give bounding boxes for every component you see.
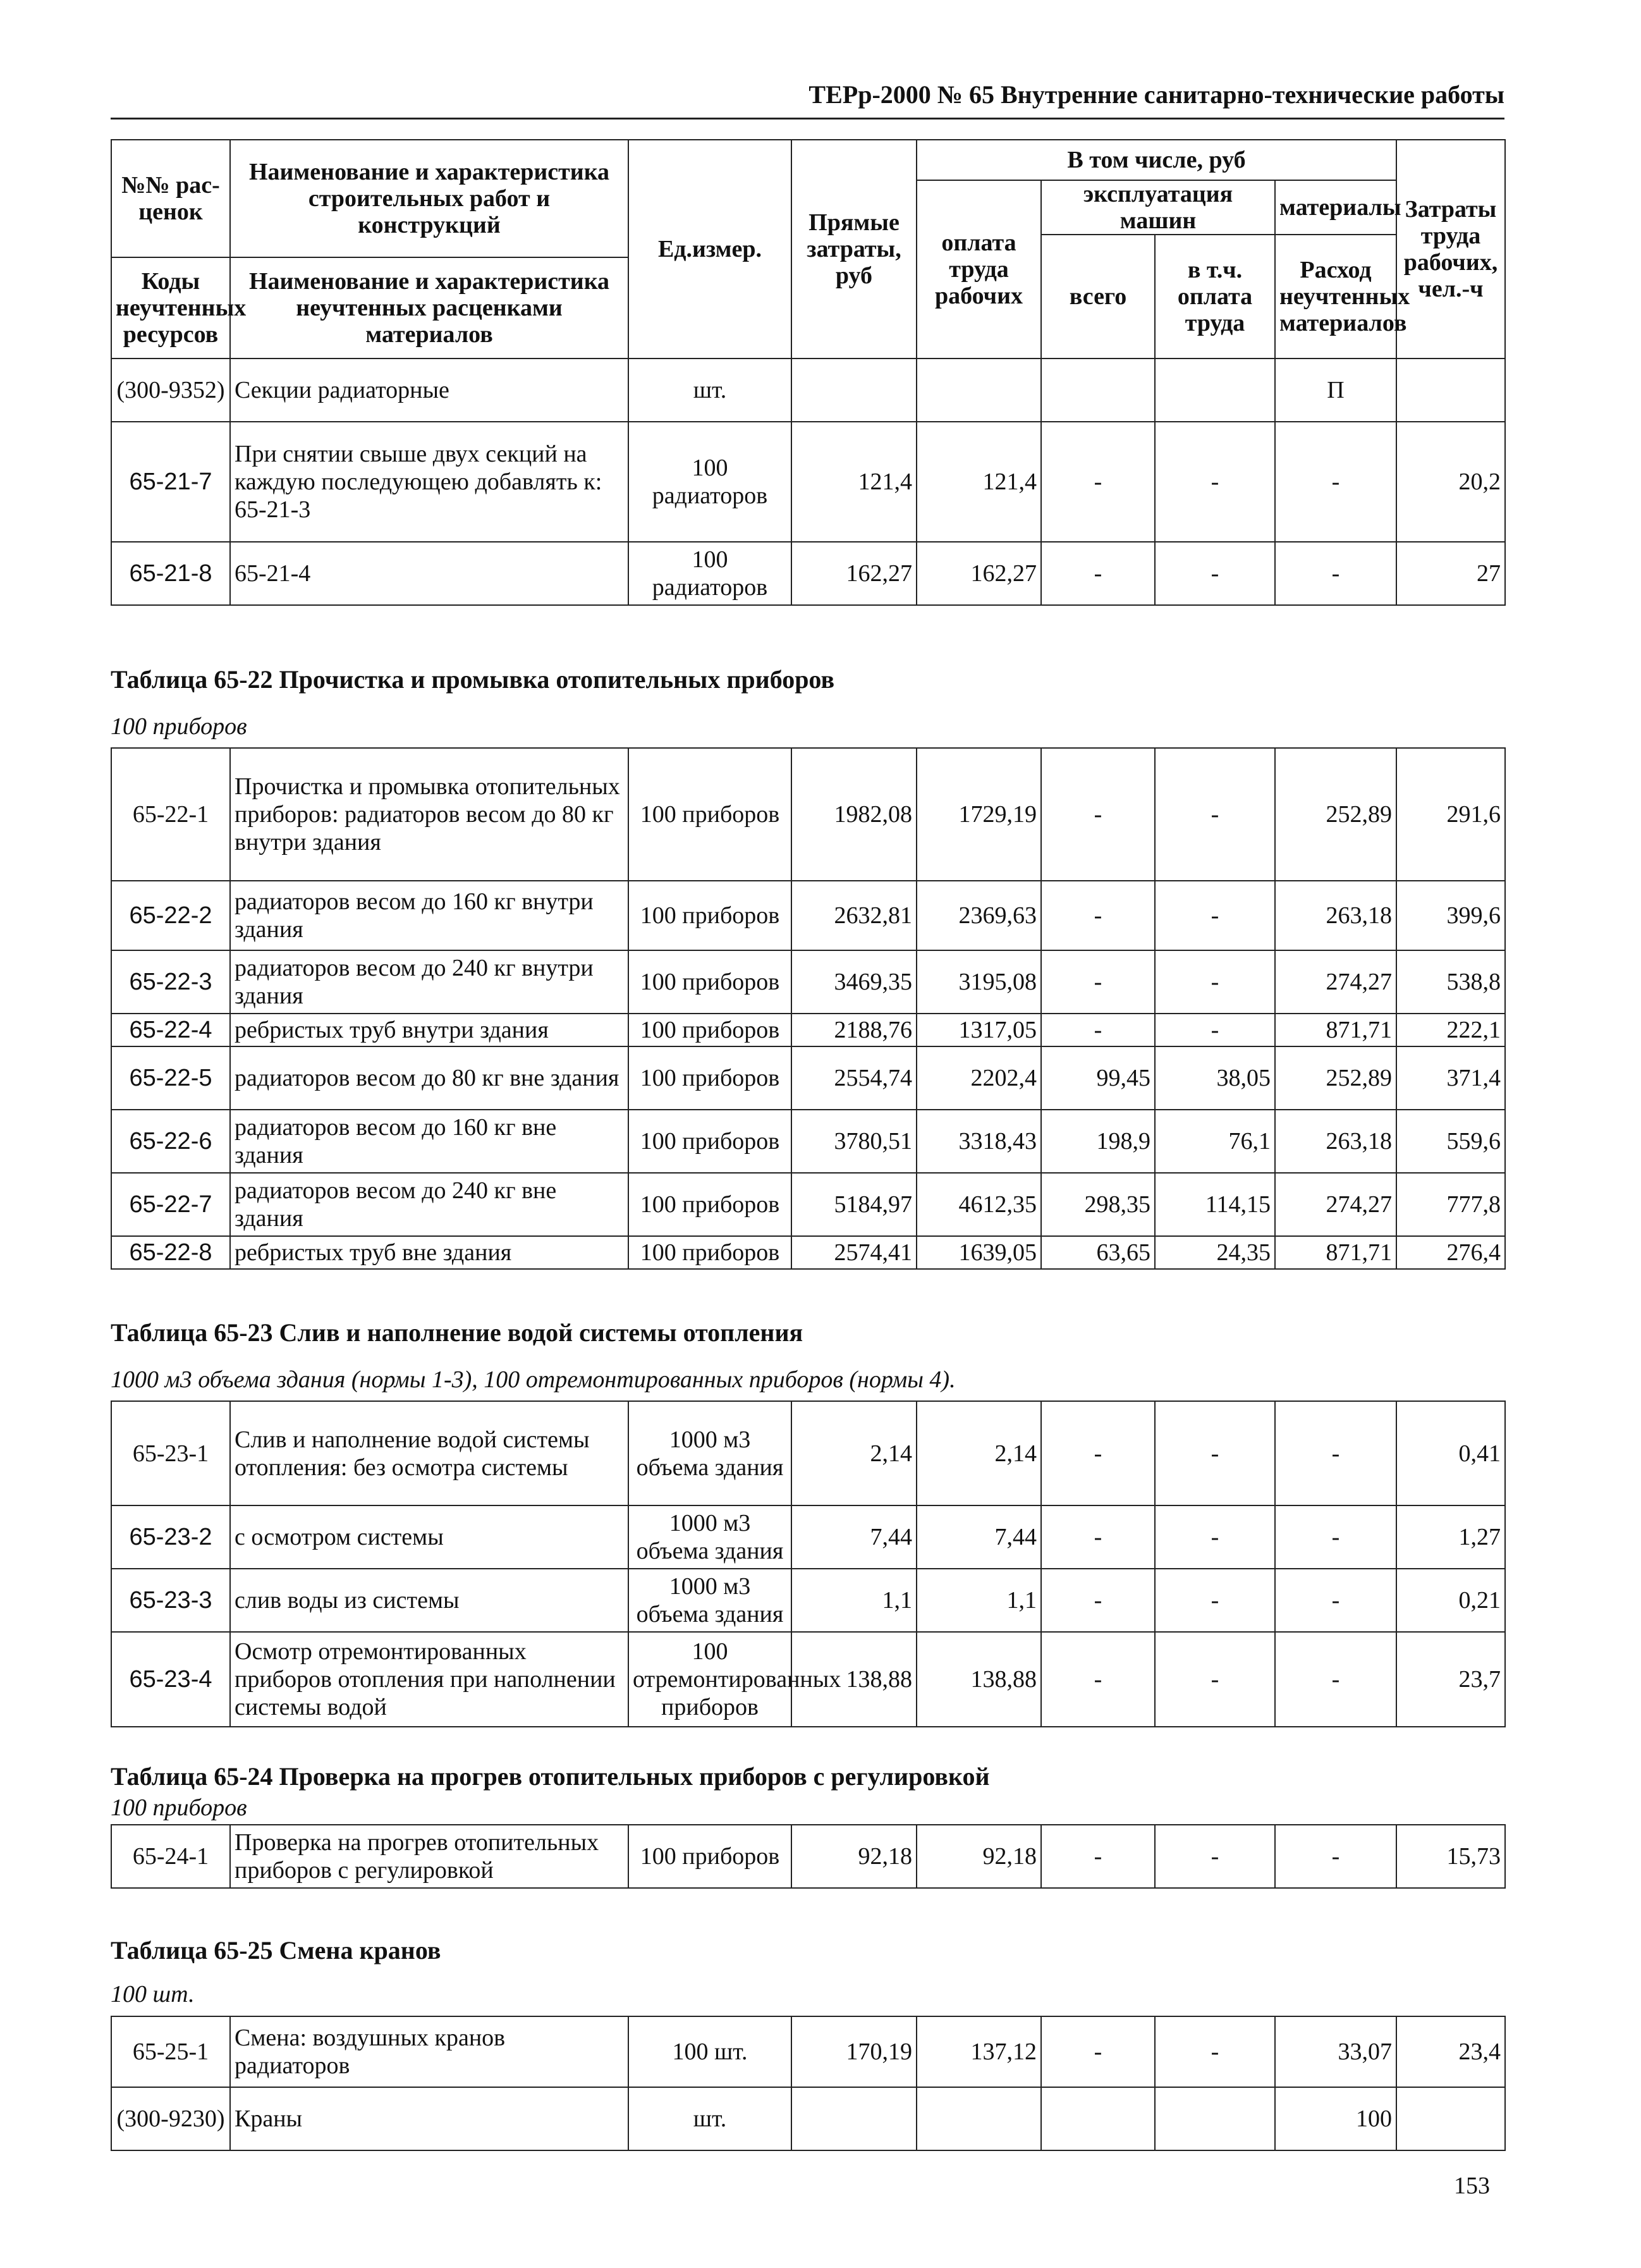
- table-cell: 100 приборов: [628, 1110, 791, 1173]
- table-cell: 252,89: [1275, 748, 1396, 881]
- table-cell: -: [1041, 1401, 1155, 1505]
- table-cell: 15,73: [1396, 1825, 1505, 1888]
- table-cell: 3780,51: [791, 1110, 917, 1173]
- table-cell: 65-22-7: [111, 1173, 230, 1236]
- table-cell: -: [1275, 1401, 1396, 1505]
- table-cell: 1639,05: [917, 1236, 1041, 1269]
- table-cell: 100 приборов: [628, 1236, 791, 1269]
- table-cell: -: [1041, 1569, 1155, 1632]
- empty-cell: [791, 359, 917, 422]
- table-cell: 1000 м3 объема здания: [628, 1569, 791, 1632]
- table-cell: 274,27: [1275, 1173, 1396, 1236]
- table-cell: шт.: [628, 2087, 791, 2150]
- table-cell: слив воды из системы: [230, 1569, 628, 1632]
- col-labor-header: оплата труда рабочих: [917, 180, 1041, 359]
- table-cell: -: [1041, 748, 1155, 881]
- table-cell: 65-21-8: [111, 542, 230, 605]
- table-cell: -: [1041, 422, 1155, 542]
- resource-row: [111, 2087, 1505, 2150]
- table-cell: 65-23-2: [111, 1505, 230, 1569]
- table-cell: -: [1155, 1825, 1275, 1888]
- table-cell: 0,21: [1396, 1569, 1505, 1632]
- table-cell: 100 радиаторов: [628, 422, 791, 542]
- table-cell: -: [1155, 1505, 1275, 1569]
- table-cell: ребристых труб внутри здания: [230, 1014, 628, 1046]
- empty-cell: [1396, 359, 1505, 422]
- table-cell: 871,71: [1275, 1014, 1396, 1046]
- table-cell: 2554,74: [791, 1046, 917, 1110]
- table-cell: 1000 м3 объема здания: [628, 1505, 791, 1569]
- col-consumption-header: Расход неучтенных материалов: [1275, 235, 1396, 359]
- table-cell: 4612,35: [917, 1173, 1041, 1236]
- table-cell: 1729,19: [917, 748, 1041, 881]
- table-cell: -: [1041, 881, 1155, 950]
- table-cell: 7,44: [791, 1505, 917, 1569]
- table-row: [111, 1401, 1505, 1505]
- page-number: 153: [1454, 2173, 1490, 2199]
- table-cell: 777,8: [1396, 1173, 1505, 1236]
- table-cell: 33,07: [1275, 2016, 1396, 2087]
- table-cell: Краны: [230, 2087, 628, 2150]
- table-cell: 114,15: [1155, 1173, 1275, 1236]
- table-cell: 65-22-2: [111, 881, 230, 950]
- table-cell: -: [1275, 542, 1396, 605]
- table-cell: 1,1: [791, 1569, 917, 1632]
- table-65-22: [111, 747, 1506, 1270]
- table-cell: 23,7: [1396, 1632, 1505, 1727]
- table-cell: 276,4: [1396, 1236, 1505, 1269]
- table-cell: 1317,05: [917, 1014, 1041, 1046]
- table-cell: -: [1041, 1014, 1155, 1046]
- table-cell: 99,45: [1041, 1046, 1155, 1110]
- col-machines-header: эксплуатация машин: [1041, 180, 1275, 235]
- table-row: [111, 1825, 1505, 1888]
- table-row: [111, 1569, 1505, 1632]
- table-cell: -: [1155, 1401, 1275, 1505]
- table-cell: 399,6: [1396, 881, 1505, 950]
- table-cell: -: [1155, 422, 1275, 542]
- table-cell: 27: [1396, 542, 1505, 605]
- table-cell: 65-23-4: [111, 1632, 230, 1727]
- table-cell: 65-22-5: [111, 1046, 230, 1110]
- table-cell: 65-23-3: [111, 1569, 230, 1632]
- table-cell: 121,4: [791, 422, 917, 542]
- table-row: [111, 1046, 1505, 1110]
- table-cell: Слив и наполнение водой системы отопления: без осмотра системы: [230, 1401, 628, 1505]
- col-incl-header: В том числе, руб: [917, 140, 1396, 180]
- table-cell: 100 шт.: [628, 2016, 791, 2087]
- table-cell: 100 приборов: [628, 950, 791, 1014]
- empty-cell: [1396, 2087, 1505, 2150]
- table-cell: 7,44: [917, 1505, 1041, 1569]
- table-row: [111, 2016, 1505, 2087]
- table-cell: радиаторов весом до 240 кг вне здания: [230, 1173, 628, 1236]
- table-cell: 65-24-1: [111, 1825, 230, 1888]
- resource-row: [111, 359, 1505, 422]
- table-row: [111, 748, 1505, 881]
- table-cell: 65-25-1: [111, 2016, 230, 2087]
- table-65-25: [111, 2016, 1506, 2151]
- table-cell: 63,65: [1041, 1236, 1155, 1269]
- empty-cell: [1041, 2087, 1155, 2150]
- unit-note-65-24: 100 приборов: [111, 1794, 247, 1821]
- table-cell: 274,27: [1275, 950, 1396, 1014]
- table-cell: (300-9230): [111, 2087, 230, 2150]
- table-cell: 170,19: [791, 2016, 917, 2087]
- col-hours-header: Затраты труда рабочих, чел.-ч: [1396, 140, 1505, 359]
- col-mtotal-header: всего: [1041, 235, 1155, 359]
- empty-cell: [1155, 2087, 1275, 2150]
- caption-65-25: Таблица 65-25 Смена кранов: [111, 1936, 441, 1965]
- table-cell: 100 приборов: [628, 1173, 791, 1236]
- table-cell: радиаторов весом до 80 кг вне здания: [230, 1046, 628, 1110]
- table-cell: 252,89: [1275, 1046, 1396, 1110]
- table-cell: 76,1: [1155, 1110, 1275, 1173]
- table-cell: 1,27: [1396, 1505, 1505, 1569]
- table-cell: -: [1275, 1569, 1396, 1632]
- table-row: [111, 1632, 1505, 1727]
- table-cell: 100 приборов: [628, 1014, 791, 1046]
- table-cell: 65-21-4: [230, 542, 628, 605]
- unit-note-65-23: 1000 м3 объема здания (нормы 1-3), 100 отремонтированных приборов (нормы 4).: [111, 1366, 956, 1393]
- table-cell: 3469,35: [791, 950, 917, 1014]
- table-row: [111, 950, 1505, 1014]
- table-cell: -: [1155, 950, 1275, 1014]
- table-row: [111, 1236, 1505, 1269]
- empty-cell: [917, 359, 1041, 422]
- table-row: [111, 542, 1505, 605]
- col-no-header: №№ рас-ценок: [111, 140, 230, 257]
- table-65-24: [111, 1824, 1506, 1889]
- table-cell: 263,18: [1275, 1110, 1396, 1173]
- table-cell: -: [1155, 2016, 1275, 2087]
- table-cell: -: [1275, 1632, 1396, 1727]
- table-cell: Проверка на прогрев отопительных приборов с регулировкой: [230, 1825, 628, 1888]
- table-cell: 100 приборов: [628, 1825, 791, 1888]
- table-cell: -: [1155, 748, 1275, 881]
- table-cell: -: [1041, 950, 1155, 1014]
- table-row: [111, 1014, 1505, 1046]
- table-cell: 371,4: [1396, 1046, 1505, 1110]
- table-cell: 65-21-7: [111, 422, 230, 542]
- table-cell: 100 приборов: [628, 1046, 791, 1110]
- resource-name: Секции радиаторные: [230, 359, 628, 422]
- table-cell: 5184,97: [791, 1173, 917, 1236]
- table-row: [111, 881, 1505, 950]
- table-cell: -: [1275, 1825, 1396, 1888]
- table-cell: 298,35: [1041, 1173, 1155, 1236]
- table-cell: Осмотр отремонтированных приборов отопления при наполнении системы водой: [230, 1632, 628, 1727]
- col-codes-header: Коды неучтенных ресурсов: [111, 257, 230, 359]
- table-cell: -: [1155, 1569, 1275, 1632]
- table-cell: ребристых труб вне здания: [230, 1236, 628, 1269]
- caption-65-23: Таблица 65-23 Слив и наполнение водой системы отопления: [111, 1318, 803, 1347]
- unit-note-65-25: 100 шт.: [111, 1981, 195, 2007]
- table-cell: 100: [1275, 2087, 1396, 2150]
- running-header: ТЕРр-2000 № 65 Внутренние санитарно-технические работы: [808, 80, 1504, 109]
- table-cell: -: [1041, 542, 1155, 605]
- empty-cell: [791, 2087, 917, 2150]
- table-cell: -: [1041, 1825, 1155, 1888]
- table-cell: 65-22-8: [111, 1236, 230, 1269]
- table-row: [111, 1110, 1505, 1173]
- table-cell: 1,1: [917, 1569, 1041, 1632]
- table-row: [111, 1505, 1505, 1569]
- unit-note-65-22: 100 приборов: [111, 713, 247, 740]
- empty-cell: [917, 2087, 1041, 2150]
- table-cell: Смена: воздушных кранов радиаторов: [230, 2016, 628, 2087]
- col-materials-header: материалы: [1275, 180, 1396, 235]
- header-rule: [111, 118, 1504, 120]
- table-cell: -: [1275, 1505, 1396, 1569]
- table-cell: 2369,63: [917, 881, 1041, 950]
- table-cell: -: [1155, 1632, 1275, 1727]
- col-direct-header: Прямые затраты, руб: [791, 140, 917, 359]
- table-cell: 1982,08: [791, 748, 917, 881]
- caption-65-24: Таблица 65-24 Проверка на прогрев отопительных приборов с регулировкой: [111, 1762, 990, 1791]
- table-cell: 3195,08: [917, 950, 1041, 1014]
- table-cell: радиаторов весом до 160 кг внутри здания: [230, 881, 628, 950]
- resource-code: (300-9352): [111, 359, 230, 422]
- col-name-header: Наименование и характеристика строительных работ и конструкций: [230, 140, 628, 257]
- col-name2-header: Наименование и характеристика неучтенных расценками материалов: [230, 257, 628, 359]
- table-cell: 138,88: [791, 1632, 917, 1727]
- table-cell: 20,2: [1396, 422, 1505, 542]
- table-cell: 38,05: [1155, 1046, 1275, 1110]
- table-cell: 1000 м3 объема здания: [628, 1401, 791, 1505]
- table-cell: -: [1041, 1632, 1155, 1727]
- empty-cell: [1041, 359, 1155, 422]
- table-cell: 2202,4: [917, 1046, 1041, 1110]
- table-cell: 2574,41: [791, 1236, 917, 1269]
- col-mlabor-header: в т.ч. оплата труда: [1155, 235, 1275, 359]
- table-cell: 65-22-6: [111, 1110, 230, 1173]
- table-65-23: [111, 1401, 1506, 1727]
- table-cell: 263,18: [1275, 881, 1396, 950]
- col-unit-header: Ед.измер.: [628, 140, 791, 359]
- resource-unit: шт.: [628, 359, 791, 422]
- table-cell: -: [1155, 542, 1275, 605]
- empty-cell: [1155, 359, 1275, 422]
- table-cell: -: [1041, 2016, 1155, 2087]
- table-cell: 65-22-4: [111, 1014, 230, 1046]
- table-cell: 100 отремонтированных приборов: [628, 1632, 791, 1727]
- table-cell: 100 приборов: [628, 881, 791, 950]
- table-cell: Прочистка и промывка отопительных приборов: радиаторов весом до 80 кг внутри здания: [230, 748, 628, 881]
- table-cell: 24,35: [1155, 1236, 1275, 1269]
- table-cell: радиаторов весом до 240 кг внутри здания: [230, 950, 628, 1014]
- table-cell: 198,9: [1041, 1110, 1155, 1173]
- table-cell: 100 приборов: [628, 748, 791, 881]
- caption-65-22: Таблица 65-22 Прочистка и промывка отопительных приборов: [111, 665, 835, 694]
- table-cell: 871,71: [1275, 1236, 1396, 1269]
- table-cell: 100 радиаторов: [628, 542, 791, 605]
- table-cell: 291,6: [1396, 748, 1505, 881]
- table-cell: 138,88: [917, 1632, 1041, 1727]
- table-cell: 65-22-3: [111, 950, 230, 1014]
- table-65-21: [111, 139, 1506, 606]
- table-cell: -: [1155, 1014, 1275, 1046]
- table-cell: радиаторов весом до 160 кг вне здания: [230, 1110, 628, 1173]
- table-cell: 222,1: [1396, 1014, 1505, 1046]
- table-cell: 65-23-1: [111, 1401, 230, 1505]
- table-cell: 137,12: [917, 2016, 1041, 2087]
- table-cell: 0,41: [1396, 1401, 1505, 1505]
- table-cell: 65-22-1: [111, 748, 230, 881]
- table-cell: 538,8: [1396, 950, 1505, 1014]
- table-cell: 2,14: [917, 1401, 1041, 1505]
- table-cell: 2188,76: [791, 1014, 917, 1046]
- table-cell: 92,18: [791, 1825, 917, 1888]
- table-cell: 23,4: [1396, 2016, 1505, 2087]
- table-cell: 92,18: [917, 1825, 1041, 1888]
- table-cell: 3318,43: [917, 1110, 1041, 1173]
- table-row: [111, 422, 1505, 542]
- table-cell: При снятии свыше двух секций на каждую последующею добавлять к: 65-21-3: [230, 422, 628, 542]
- table-cell: -: [1041, 1505, 1155, 1569]
- table-cell: 162,27: [917, 542, 1041, 605]
- table-cell: 2632,81: [791, 881, 917, 950]
- table-cell: -: [1275, 422, 1396, 542]
- resource-mat: П: [1275, 359, 1396, 422]
- table-cell: 2,14: [791, 1401, 917, 1505]
- table-cell: 559,6: [1396, 1110, 1505, 1173]
- table-cell: 121,4: [917, 422, 1041, 542]
- table-cell: -: [1155, 881, 1275, 950]
- table-row: [111, 1173, 1505, 1236]
- table-cell: с осмотром системы: [230, 1505, 628, 1569]
- table-cell: 162,27: [791, 542, 917, 605]
